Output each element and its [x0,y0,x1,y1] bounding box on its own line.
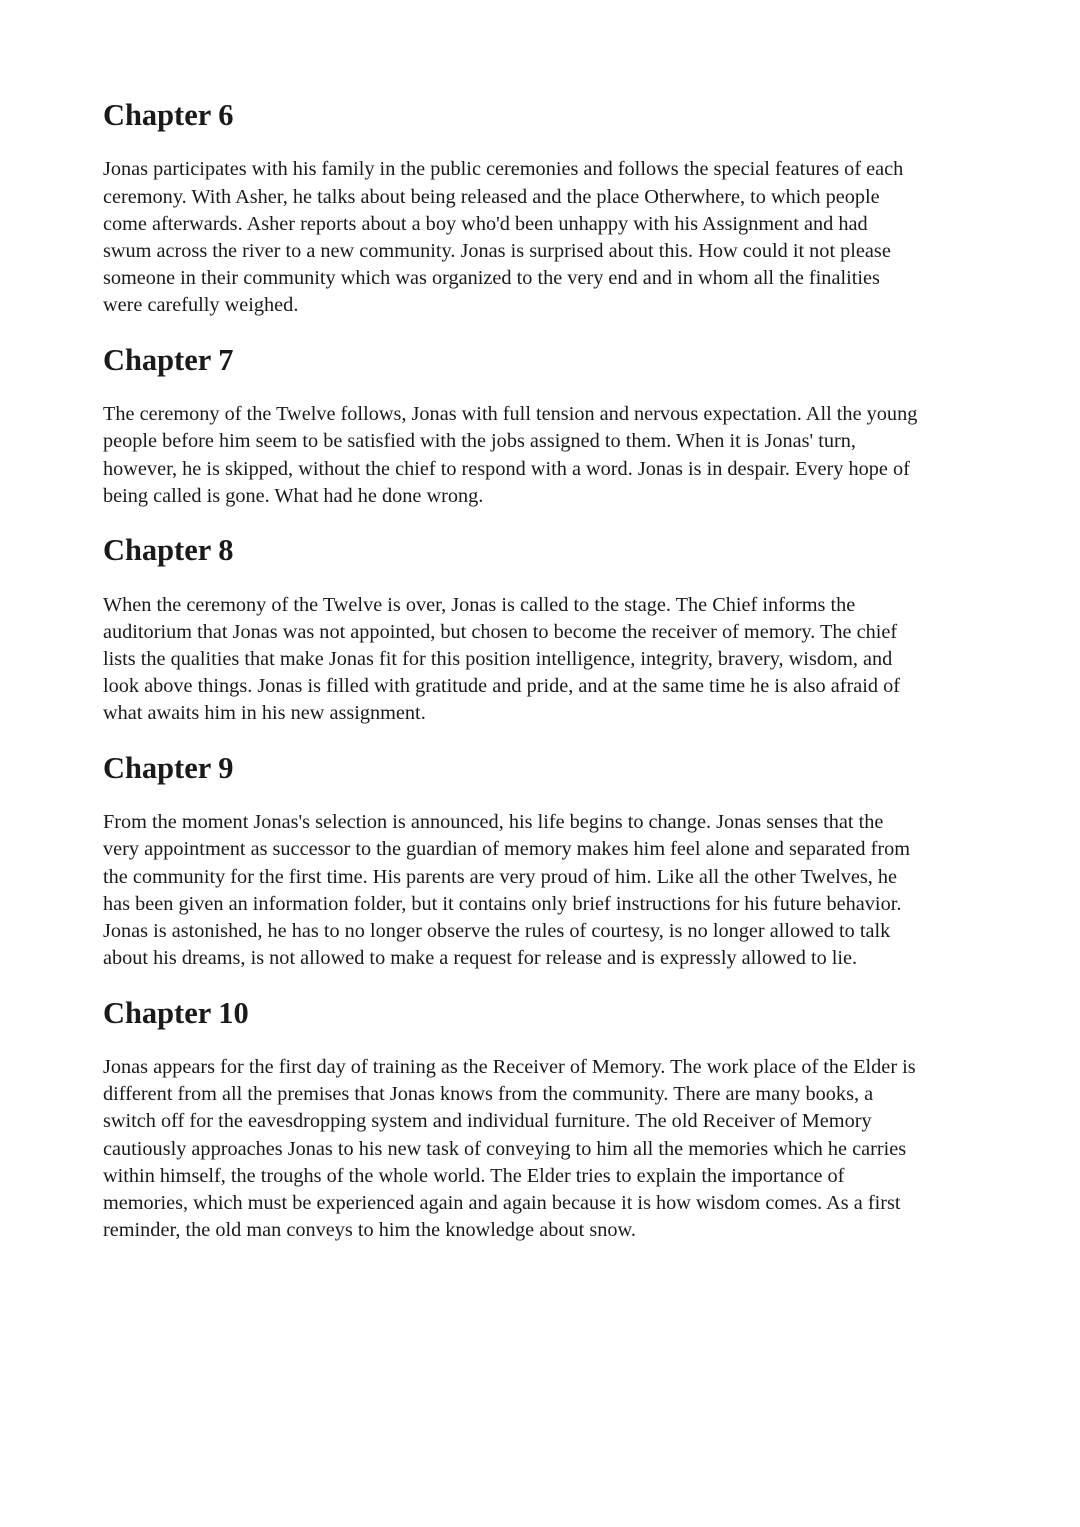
chapter-6-section [103,98,983,320]
paragraph-line: however, he is skipped, without the chief to respond with a word. Jonas is in despair. Every hope of [103,457,910,480]
chapter-7-section [103,342,983,510]
paragraph-line: auditorium that Jonas was not appointed, but chosen to become the receiver of memory. The chief [103,620,898,643]
paragraph-line: about his dreams, is not allowed to make a request for release and is expressly allowed to lie. [103,947,858,970]
paragraph-line: look above things. Jonas is filled with gratitude and pride, and at the same time he is also afraid of [103,675,900,698]
chapter-paragraph [103,156,983,319]
paragraph-line: the community for the first time. His parents are very proud of him. Like all the other Twelves, he [103,865,898,888]
paragraph-line: The ceremony of the Twelve follows, Jonas with full tension and nervous expectation. All the young [103,403,918,426]
paragraph-line: being called is gone. What had he done wrong. [103,484,484,507]
paragraph-line: swum across the river to a new community. Jonas is surprised about this. How could it not please [103,239,891,262]
paragraph-line: different from all the premises that Jonas knows from the community. There are many books, a [103,1083,874,1106]
paragraph-line: has been given an information folder, but it contains only brief instructions for his future behavior. [103,892,902,915]
chapter-paragraph [103,401,983,510]
paragraph-line: what awaits him in his new assignment. [103,702,426,725]
paragraph-line: were carefully weighed. [103,294,299,317]
paragraph-line: within himself, the troughs of the whole world. The Elder tries to explain the importance of [103,1164,845,1187]
chapter-paragraph [103,592,983,728]
chapter-paragraph [103,1054,983,1244]
paragraph-line: When the ceremony of the Twelve is over, Jonas is called to the stage. The Chief informs the [103,593,856,616]
chapter-heading: Chapter 6 [103,98,234,132]
chapter-8-section [103,533,983,727]
chapter-heading: Chapter 8 [103,533,234,568]
document-body [103,98,983,1244]
chapter-9-section [103,750,983,973]
paragraph-line: come afterwards. Asher reports about a boy who'd been unhappy with his Assignment and had [103,212,868,235]
chapter-paragraph [103,809,983,972]
paragraph-line: ceremony. With Asher, he talks about being released and the place Otherwhere, to which people [103,185,880,208]
paragraph-line: someone in their community which was organized to the very end and in whom all the finalities [103,267,880,290]
paragraph-line: memories, which must be experienced again and again because it is how wisdom comes. As a first [103,1191,901,1214]
paragraph-line: people before him seem to be satisfied with the jobs assigned to them. When it is Jonas' turn, [103,430,856,453]
paragraph-line: very appointment as successor to the guardian of memory makes him feel alone and separated from [103,838,911,861]
chapter-heading: Chapter 10 [103,995,249,1030]
chapter-heading: Chapter 9 [103,750,234,785]
paragraph-line: From the moment Jonas's selection is announced, his life begins to change. Jonas senses that the [103,811,884,834]
chapter-heading: Chapter 7 [103,342,234,377]
paragraph-line: Jonas appears for the first day of training as the Receiver of Memory. The work place of the Elder is [103,1055,916,1078]
paragraph-line: Jonas participates with his family in the public ceremonies and follows the special features of each [103,158,904,181]
paragraph-line: lists the qualities that make Jonas fit for this position intelligence, integrity, bravery, wisdom, and [103,647,893,670]
paragraph-line: Jonas is astonished, he has to no longer observe the rules of courtesy, is no longer allowed to talk [103,919,891,942]
chapter-10-section [103,995,983,1245]
paragraph-line: reminder, the old man conveys to him the knowledge about snow. [103,1219,636,1242]
paragraph-line: switch off for the eavesdropping system and individual furniture. The old Receiver of Memory [103,1110,872,1133]
paragraph-line: cautiously approaches Jonas to his new task of conveying to him all the memories which he carries [103,1137,907,1160]
